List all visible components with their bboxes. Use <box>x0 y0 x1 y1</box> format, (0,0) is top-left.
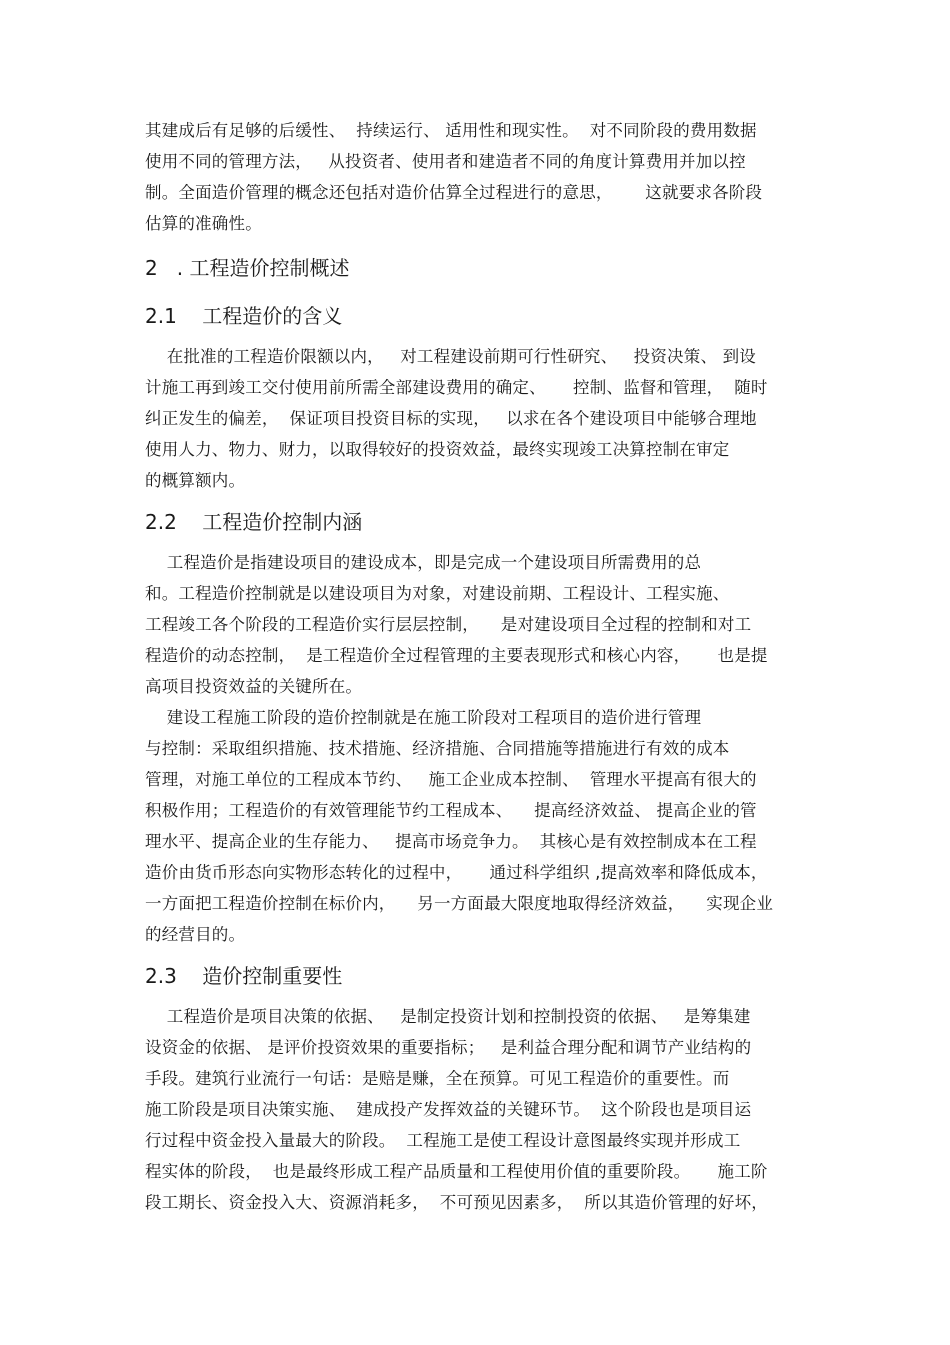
paragraph-line: 和。工程造价控制就是以建设项目为对象，对建设前期、工程设计、工程实施、 <box>145 584 730 603</box>
paragraph-line: 造价由货币形态向实物形态转化的过程中， 通过科学组织 ,提高效率和降低成本， <box>145 863 768 882</box>
paragraph-line: 的概算额内。 <box>145 471 246 490</box>
paragraph-line: 工程造价是项目决策的依据、 是制定投资计划和控制投资的依据、 是筹集建 <box>145 1007 751 1026</box>
paragraph-line: 程造价的动态控制， 是工程造价全过程管理的主要表现形式和核心内容， 也是提 <box>145 646 768 665</box>
paragraph-line: 制。全面造价管理的概念还包括对造价估算全过程进行的意思， 这就要求各阶段 <box>145 183 763 202</box>
subsection-heading: 2.2 工程造价控制内涵 <box>145 510 363 534</box>
section-heading: 2 . 工程造价控制概述 <box>145 256 350 280</box>
paragraph-line: 使用不同的管理方法， 从投资者、使用者和建造者不同的角度计算费用并加以控 <box>145 152 746 171</box>
paragraph-line: 手段。建筑行业流行一句话：是赔是赚，全在预算。可见工程造价的重要性。而 <box>145 1069 730 1088</box>
paragraph-line: 设资金的依据、 是评价投资效果的重要指标； 是利益合理分配和调节产业结构的 <box>145 1038 752 1057</box>
paragraph-line: 工程造价是指建设项目的建设成本，即是完成一个建设项目所需费用的总 <box>145 553 702 572</box>
subsection-heading: 2.3 造价控制重要性 <box>145 964 343 988</box>
paragraph-line: 其建成后有足够的后缓性、 持续运行、 适用性和现实性。 对不同阶段的费用数据 <box>145 121 757 140</box>
paragraph-line: 积极作用；工程造价的有效管理能节约工程成本、 提高经济效益、 提高企业的管 <box>145 801 757 820</box>
paragraph-line: 行过程中资金投入量最大的阶段。 工程施工是使工程设计意图最终实现并形成工 <box>145 1131 741 1150</box>
paragraph-line: 一方面把工程造价控制在标价内， 另一方面最大限度地取得经济效益， 实现企业 <box>145 894 774 913</box>
paragraph-line: 施工阶段是项目决策实施、 建成投产发挥效益的关键环节。 这个阶段也是项目运 <box>145 1100 752 1119</box>
paragraph-line: 纠正发生的偏差， 保证项目投资目标的实现， 以求在各个建设项目中能够合理地 <box>145 409 757 428</box>
paragraph-line: 高项目投资效益的关键所在。 <box>145 677 363 696</box>
paragraph-line: 理水平、提高企业的生存能力、 提高市场竞争力。 其核心是有效控制成本在工程 <box>145 832 757 851</box>
paragraph-line: 程实体的阶段， 也是最终形成工程产品质量和工程使用价值的重要阶段。 施工阶 <box>145 1162 768 1181</box>
paragraph-line: 管理，对施工单位的工程成本节约、 施工企业成本控制、 管理水平提高有很大的 <box>145 770 757 789</box>
paragraph-line: 段工期长、资金投入大、资源消耗多， 不可预见因素多， 所以其造价管理的好坏， <box>145 1193 768 1212</box>
paragraph-line: 工程竣工各个阶段的工程造价实行层层控制， 是对建设项目全过程的控制和对工 <box>145 615 752 634</box>
paragraph-line: 计施工再到竣工交付使用前所需全部建设费用的确定、 控制、监督和管理， 随时 <box>145 378 768 397</box>
paragraph-line: 建设工程施工阶段的造价控制就是在施工阶段对工程项目的造价进行管理 <box>145 708 702 727</box>
paragraph-line: 的经营目的。 <box>145 925 246 944</box>
paragraph-line: 估算的准确性。 <box>145 214 262 233</box>
paragraph-line: 使用人力、物力、财力，以取得较好的投资效益，最终实现竣工决算控制在审定 <box>145 440 730 459</box>
paragraph-line: 与控制：采取组织措施、技术措施、经济措施、合同措施等措施进行有效的成本 <box>145 739 730 758</box>
subsection-heading: 2.1 工程造价的含义 <box>145 304 343 328</box>
paragraph-line: 在批准的工程造价限额以内， 对工程建设前期可行性研究、 投资决策、 到设 <box>145 347 756 366</box>
